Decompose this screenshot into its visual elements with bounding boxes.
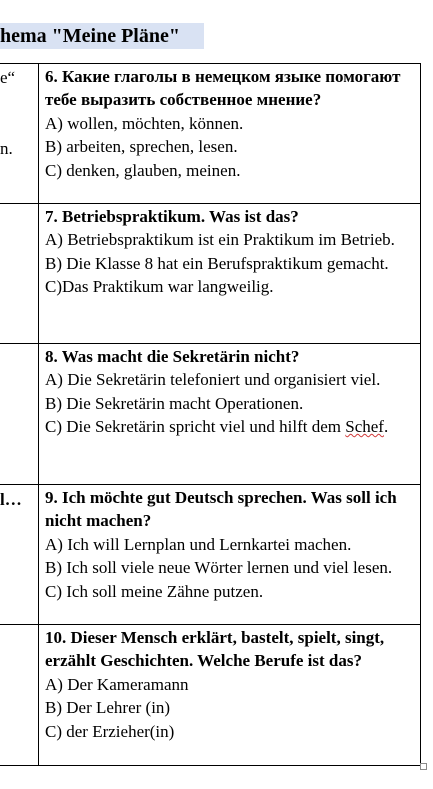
- left-cell-fragment-1: e“: [0, 68, 16, 87]
- question-cell-7: [45, 205, 417, 299]
- option-c-period: .: [383, 417, 389, 437]
- row-divider-4: [0, 624, 421, 625]
- option-b: B) Die Sekretärin macht Operationen.: [45, 393, 304, 413]
- table-border-bottom: [0, 765, 421, 766]
- question-cell-10: [45, 626, 417, 743]
- option-c: C) denken, glauben, meinen.: [45, 160, 241, 180]
- question-text: 8. Was macht die Sekretärin nicht?: [45, 347, 300, 366]
- option-c: C) der Erzieher(in): [45, 721, 175, 741]
- row-divider-2: [0, 343, 421, 344]
- question-cell-8: [45, 345, 417, 439]
- option-c-text: C) Die Sekretärin spricht viel und hilft dem: [45, 417, 346, 437]
- option-a: A) wollen, möchten, können.: [45, 113, 244, 133]
- table-border-right: [420, 63, 421, 765]
- document-title: hema "Meine Pläne": [0, 23, 204, 49]
- option-c: C)Das Praktikum war langweilig.: [45, 277, 274, 297]
- option-a: A) Betriebspraktikum ist ein Praktikum im Betrieb.: [45, 230, 395, 250]
- option-a: A) Die Sekretärin telefoniert und organisiert viel.: [45, 370, 381, 390]
- option-a: A) Der Kameramann: [45, 674, 189, 694]
- option-c: C) Ich soll meine Zähne putzen.: [45, 581, 264, 601]
- option-b: B) Der Lehrer (in): [45, 698, 171, 718]
- question-text: 10. Dieser Mensch erklärt, bastelt, spielt, singt, erzählt Geschichten. Welche Berufe ist das?: [45, 628, 385, 671]
- option-c: [45, 415, 417, 438]
- table-border-top: [0, 63, 421, 64]
- question-cell-9: [45, 486, 417, 603]
- option-b: B) arbeiten, sprechen, lesen.: [45, 137, 238, 157]
- question-text: 7. Betriebspraktikum. Was ist das?: [45, 207, 299, 226]
- question-text: 9. Ich möchte gut Deutsch sprechen. Was soll ich nicht machen?: [45, 488, 397, 531]
- option-a: A) Ich will Lernplan und Lernkartei machen.: [45, 534, 352, 554]
- option-b: B) Die Klasse 8 hat ein Berufspraktikum gemacht.: [45, 253, 389, 273]
- table-resize-handle[interactable]: [420, 763, 427, 770]
- left-cell-fragment-2: n.: [0, 139, 13, 158]
- column-divider: [38, 63, 39, 765]
- left-cell-fragment-3: l…: [0, 490, 22, 509]
- row-divider-1: [0, 203, 421, 204]
- misspelled-word: Schef: [345, 417, 384, 437]
- question-cell-6: [45, 65, 417, 182]
- option-b: B) Ich soll viele neue Wörter lernen und viel lesen.: [45, 558, 393, 578]
- question-text: 6. Какие глаголы в немецком языке помогают тебе выразить собственное мнение?: [45, 67, 401, 110]
- row-divider-3: [0, 484, 421, 485]
